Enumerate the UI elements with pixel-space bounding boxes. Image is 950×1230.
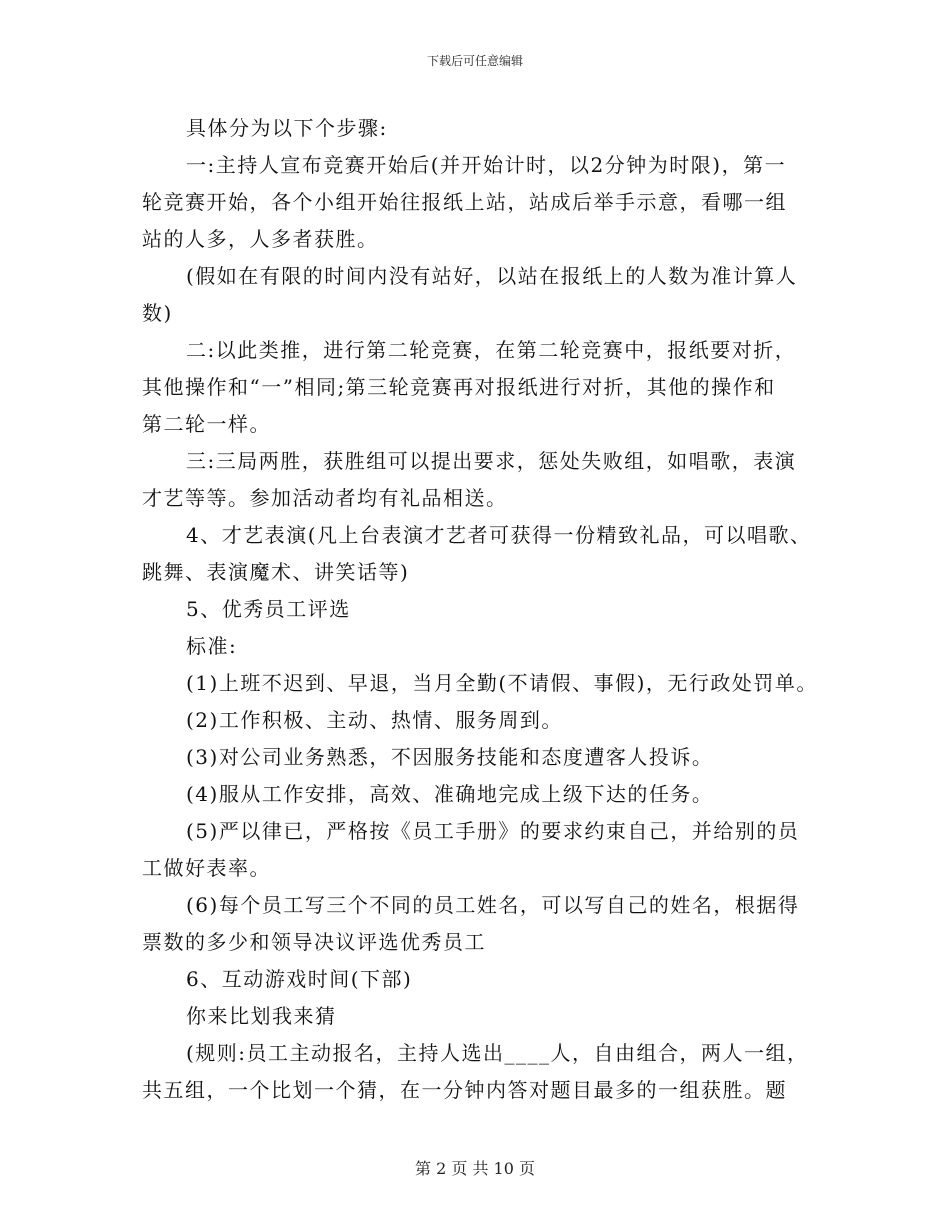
text-line: 第二轮一样。 (142, 412, 271, 436)
text-line: 4、才艺表演(凡上台表演才艺者可获得一份精致礼品，可以唱歌、 (186, 523, 812, 547)
list-item: (4)服从工作安排，高效、准确地完成上级下达的任务。 (186, 782, 714, 806)
list-item: (2)工作积极、主动、热情、服务周到。 (186, 708, 563, 732)
list-item: (5)严以律已，严格按《员工手册》的要求约束自己，并给别的员 (186, 819, 800, 843)
text-line: 票数的多少和领导决议评选优秀员工 (142, 930, 486, 954)
list-item: (6)每个员工写三个不同的员工姓名，可以写自己的姓名，根据得 (186, 893, 800, 917)
text-line: 一:主持人宣布竞赛开始后(并开始计时，以2分钟为时限)，第一 (186, 153, 787, 177)
header-note: 下载后可任意编辑 (426, 54, 523, 68)
text-line: 站的人多，人多者获胜。 (142, 227, 379, 251)
list-item: (1)上班不迟到、早退，当月全勤(不请假、事假)，无行政处罚单。 (186, 671, 818, 695)
text-line: 才艺等等。参加活动者均有礼品相送。 (142, 486, 508, 510)
text-line: 跳舞、表演魔术、讲笑话等) (142, 560, 410, 584)
section-heading: 6、互动游戏时间(下部) (186, 967, 413, 991)
text-line: (假如在有限的时间内没有站好，以站在报纸上的人数为准计算人 (186, 264, 798, 288)
text-line: 三:三局两胜，获胜组可以提出要求，惩处失败组，如唱歌，表演 (186, 449, 797, 473)
text-line: 其他操作和“一”相同;第三轮竞赛再对报纸进行对折，其他的操作和 (142, 375, 776, 399)
text-line: 二:以此类推，进行第二轮竞赛，在第二轮竞赛中，报纸要对折， (186, 338, 797, 362)
text-line: 具体分为以下个步骤: (186, 116, 388, 140)
text-line: 工做好表率。 (142, 856, 271, 880)
page-number-footer: 第 2 页 共 10 页 (415, 1159, 535, 1178)
text-line: 共五组，一个比划一个猜，在一分钟内答对题目最多的一组获胜。题 (142, 1078, 787, 1102)
text-line: (规则:员工主动报名，主持人选出____人，自由组合，两人一组， (186, 1041, 809, 1065)
text-line: 轮竞赛开始，各个小组开始往报纸上站，站成后举手示意，看哪一组 (142, 190, 787, 214)
text-line: 你来比划我来猜 (186, 1004, 337, 1028)
document-body (142, 110, 822, 1109)
text-line: 数) (142, 301, 173, 325)
list-item: (3)对公司业务熟悉，不因服务技能和态度遭客人投诉。 (186, 745, 714, 769)
section-heading: 5、优秀员工评选 (186, 597, 351, 621)
text-line: 标准: (186, 634, 238, 658)
